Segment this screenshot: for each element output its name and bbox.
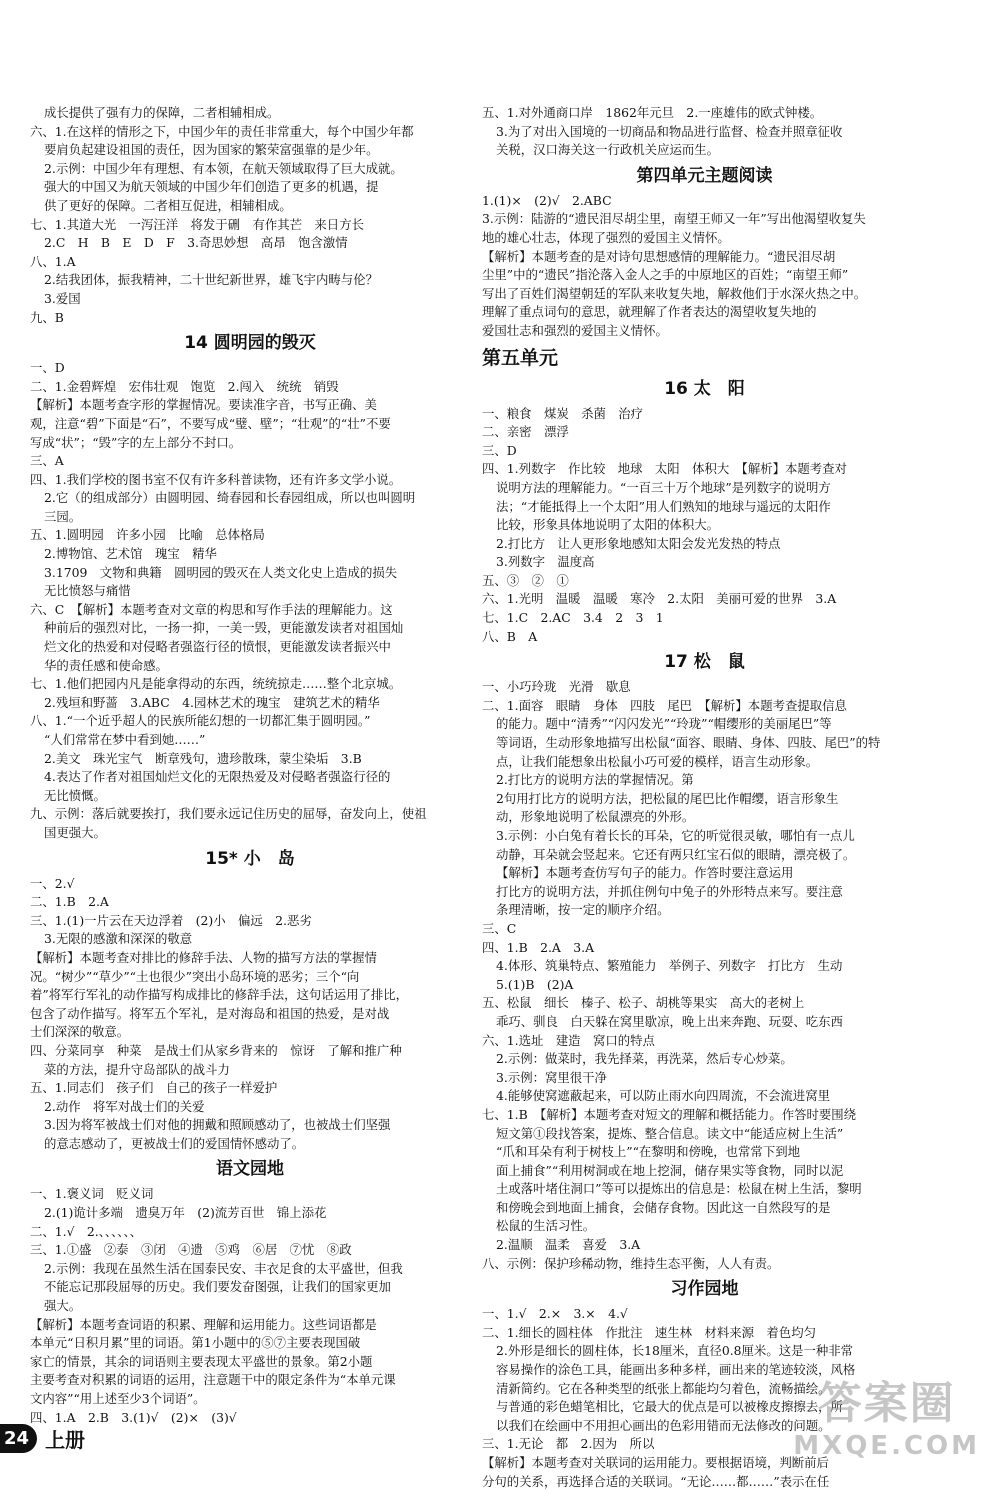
answer-line: 地的雄心壮志，体现了强烈的爱国主义情怀。 <box>482 229 730 245</box>
answer-line: 2.动作 将军对战士们的关爱 <box>44 1098 205 1114</box>
answer-line: 四、1.A 2.B 3.(1)√ (2)× (3)√ <box>30 1409 237 1425</box>
answer-line: 的能力。题中“清秀”“闪闪发光”“玲珑”“帽缨形的美丽尾巴”等 <box>496 716 832 732</box>
answer-line: 要肩负起建设祖国的责任，因为国家的繁荣富强靠的是少年。 <box>44 142 379 158</box>
answer-line: 九、B <box>30 309 64 325</box>
answer-line: 二、1.B 2.A <box>30 894 109 910</box>
answer-line: 2.(1)诡计多端 遗臭万年 (2)流芳百世 锦上添花 <box>44 1205 327 1221</box>
answer-line: 3.爱国 <box>44 290 81 306</box>
answer-line: 菜的方法，提升守岛部队的战斗力 <box>44 1061 230 1077</box>
answer-line: 五、1.圆明园 许多小园 比喻 总体格局 <box>30 527 265 543</box>
answer-line: 无比愤慨。 <box>44 787 106 803</box>
answer-line: 2.温顺 温柔 喜爱 3.A <box>496 1237 641 1253</box>
answer-line: 打比方的说明方法，并抓住例句中兔子的外形特点来写。要注意 <box>496 883 843 899</box>
answer-line: 【解析】本题考查的是对诗句思想感情的理解能力。“遗民泪尽胡 <box>482 248 836 264</box>
watermark-url: MXQE.COM <box>793 1431 980 1461</box>
answer-line: 4.表达了作者对祖国灿烂文化的无限热爱及对侵略者强盗行径的 <box>44 769 391 785</box>
watermark-logo <box>793 1367 980 1461</box>
answer-line: 无比愤怒与痛惜 <box>44 583 131 599</box>
answer-line: “人们常常在梦中看到她……” <box>44 732 206 747</box>
right-column <box>482 104 927 1491</box>
answer-line: 强大。 <box>44 1298 82 1314</box>
answer-line: 清新简约。它在各种类型的纸张上都能均匀着色，流畅描绘。 <box>496 1380 831 1396</box>
answer-line: 2.它（的组成部分）由圆明园、绮春园和长春园组成，所以也叫圆明 <box>44 490 416 506</box>
answer-line: 四、1.B 2.A 3.A <box>482 939 595 955</box>
answer-line: 七、1.B 【解析】本题考查对短文的理解和概括能力。作答时要围绕 <box>482 1106 857 1122</box>
answer-line: 本单元“日积月累”里的词语。第1小题中的⑤⑦主要表现国破 <box>30 1335 361 1351</box>
answer-line: 【解析】本题考查词语的积累、理解和运用能力。这些词语都是 <box>30 1316 377 1332</box>
unit-heading: 第五单元 <box>482 346 559 369</box>
answer-line: 一、1.√ 2.× 3.× 4.√ <box>482 1306 628 1322</box>
answer-line: 等词语，生动形象地描写出松鼠“面容、眼睛、身体、四肢、尾巴”的特 <box>496 735 881 751</box>
answer-line: 观，注意“碧”下面是“石”，不要写成“璧、壁”；“壮观”的“壮”不要 <box>30 415 391 431</box>
watermark-title: 答案圈 <box>817 1378 956 1429</box>
answer-line: 二、1.细长的圆柱体 作批注 速生林 材料来源 着色均匀 <box>482 1324 816 1340</box>
answer-line: 的意志感动了，更被战士们的爱国情怀感动了。 <box>44 1135 305 1151</box>
answer-line: 动，形象地说明了松鼠漂亮的外形。 <box>496 809 695 825</box>
answer-line: 二、1.面容 眼睛 身体 四肢 尾巴 【解析】本题考查提取信息 <box>482 697 847 713</box>
answer-line: 七、1.C 2.AC 3.4 2 3 1 <box>482 610 664 626</box>
section-heading: 16 太 阳 <box>664 378 745 399</box>
answer-line: 三、1.①盛 ②泰 ③闭 ④遗 ⑤鸡 ⑥居 ⑦忧 ⑧政 <box>30 1242 352 1258</box>
answer-line: 文内容”“用上述至少3个词语”。 <box>30 1391 206 1406</box>
answer-line: 八、1.A <box>30 253 76 269</box>
answer-line: 三、1.(1)一片云在天边浮着 (2)小 偏远 2.恶劣 <box>30 912 312 928</box>
answer-line: 2.示例：做菜时，我先择菜，再洗菜，然后专心炒菜。 <box>496 1051 793 1067</box>
answer-line: 比较，形象具体地说明了太阳的体积大。 <box>496 517 720 533</box>
answer-line: 华的责任感和使命感。 <box>44 657 168 673</box>
left-column <box>30 104 470 1427</box>
answer-line: 着”将军行军礼的动作描写构成排比的修辞手法，这句话运用了排比， <box>30 987 409 1003</box>
answer-line: 说明方法的理解能力。“一百三十万个地球”是列数字的说明方 <box>496 479 831 495</box>
answer-line: 三、1.无论 都 2.因为 所以 <box>482 1436 655 1452</box>
answer-line: 容易操作的涂色工具，能画出多种多样，画出来的笔迹较淡，风格 <box>496 1362 856 1378</box>
answer-line: 写成“状”；“毁”字的左上部分不封口。 <box>30 434 242 450</box>
answer-line: 主要考查对积累的词语的运用，注意题干中的限定条件为“本单元课 <box>30 1372 396 1388</box>
answer-line: 三、C <box>482 920 517 936</box>
answer-line: 五、1.对外通商口岸 1862年元旦 2.一座雄伟的欧式钟楼。 <box>482 105 823 120</box>
answer-line: 九、示例：落后就要挨打，我们要永远记住历史的屈辱，奋发向上，使祖 <box>30 806 427 822</box>
page-number: 24 <box>0 1424 37 1453</box>
answer-line: 2.博物馆、艺术馆 瑰宝 精华 <box>44 546 217 562</box>
answer-line: 八、1.“一个近乎超人的民族所能幻想的一切都汇集于圆明园。” <box>30 713 371 729</box>
answer-line: 5.(1)B (2)A <box>496 976 574 992</box>
answer-line: 三、A <box>30 453 64 469</box>
answer-line: 2.示例：中国少年有理想、有本领，在航天领域取得了巨大成就。 <box>44 160 403 176</box>
answer-line: 包含了动作描写。将军五个军礼，是对海岛和祖国的热爱，是对战 <box>30 1005 390 1021</box>
answer-line: 一、1.褒义词 贬义词 <box>30 1186 154 1202</box>
answer-line: 关税，汉口海关这一行政机关应运而生。 <box>496 142 720 158</box>
section-heading: 14 圆明园的毁灭 <box>184 333 316 354</box>
answer-line: 七、1.他们把园内凡是能拿得动的东西，统统掠走……整个北京城。 <box>30 676 402 692</box>
answer-line: 2.残垣和野蔷 3.ABC 4.园林艺术的瑰宝 建筑艺术的精华 <box>44 694 380 710</box>
volume-label: 上册 <box>45 1427 86 1452</box>
answer-line: 动静，耳朵就会竖起来。它还有两只红宝石似的眼睛，漂亮极了。 <box>496 846 856 862</box>
answer-line: 种前后的强烈对比，一扬一抑，一美一毁，更能激发读者对祖国灿 <box>44 620 404 636</box>
answer-line: 四、分菜同享 种菜 是战士们从家乡背来的 惊讶 了解和推广种 <box>30 1042 402 1058</box>
page-footer <box>0 1420 85 1456</box>
answer-line: 2.示例：我现在虽然生活在国泰民安、丰衣足食的太平盛世，但我 <box>44 1260 403 1276</box>
answer-line: 3.无限的感激和深深的敬意 <box>44 931 193 947</box>
answer-line: 二、亲密 漂浮 <box>482 424 569 440</box>
answer-line: 五、松鼠 细长 榛子、松子、胡桃等果实 高大的老树上 <box>482 995 805 1011</box>
answer-line: 【解析】本题考查字形的掌握情况。要读准字音，书写正确、美 <box>30 397 377 413</box>
section-heading: 15* 小 岛 <box>205 848 295 869</box>
answer-line: 四、1.列数字 作比较 地球 太阳 体积大 【解析】本题考查对 <box>482 461 847 477</box>
answer-line: 况。“树少”“草少”“土也很少”突出小岛环境的恶劣；三个“向 <box>30 968 360 984</box>
answer-line: 六、1.选址 建造 窝口的特点 <box>482 1032 655 1048</box>
answer-line: 六、1.在这样的情形之下，中国少年的责任非常重大，每个中国少年都 <box>30 123 414 139</box>
answer-line: 4.能够使窝遮蔽起来，可以防止雨水向四周流，不会流进窝里 <box>496 1088 830 1104</box>
answer-line: 与普通的彩色蜡笔相比，它最大的优点是可以被橡皮擦擦去，所 <box>496 1399 843 1415</box>
answer-line: 成长提供了强有力的保障，二者相辅相成。 <box>44 105 280 120</box>
answer-line: 面上捕食”“利用树洞或在地上挖洞，储存果实等食物，同时以泥 <box>496 1162 844 1178</box>
answer-line: 2.美文 珠光宝气 断章残句，遗珍散珠，蒙尘染垢 3.B <box>44 750 362 766</box>
answer-line: 2.外形是细长的圆柱体，长18厘米，直径0.8厘米。这是一种非常 <box>496 1343 854 1359</box>
answer-line: 一、2.√ <box>30 875 75 891</box>
answer-line: 法；“才能抵得上一个太阳”用人们熟知的地球与遥远的太阳作 <box>496 498 831 514</box>
section-heading: 习作园地 <box>670 1279 739 1300</box>
answer-line: 3.因为将军被战士们对他的拥戴和照顾感动了，也被战士们坚强 <box>44 1117 391 1133</box>
section-heading: 语文园地 <box>216 1159 284 1180</box>
answer-line: 3.列数字 温度高 <box>496 554 595 570</box>
answer-line: 松鼠的生活习性。 <box>496 1218 596 1234</box>
answer-line: 五、③ ② ① <box>482 572 569 588</box>
answer-line: 四、1.我们学校的图书室不仅有许多科普读物，还有许多文学小说。 <box>30 471 402 487</box>
answer-line: 国更强大。 <box>44 824 106 840</box>
answer-line: 3.示例：窝里很干净 <box>496 1069 607 1085</box>
answer-line: 二、1.金碧辉煌 宏伟壮观 饱览 2.闯入 统统 销毁 <box>30 378 339 394</box>
answer-line: 一、粮食 煤炭 杀菌 治疗 <box>482 405 644 421</box>
answer-line: 短文第①段找答案，提炼、整合信息。读文中“能适应树上生活” <box>496 1125 844 1141</box>
answer-line: 乖巧、驯良 白天躲在窝里歇凉，晚上出来奔跑、玩耍、吃东西 <box>496 1013 843 1029</box>
answer-line: 五、1.同志们 孩子们 自己的孩子一样爱护 <box>30 1080 278 1096</box>
answer-line: 【解析】本题考查对关联词的运用能力。要根据语境，判断前后 <box>482 1455 829 1470</box>
answer-line: “爪和耳朵有利于树枝上”“在黎明和傍晚，也常常下到地 <box>496 1144 800 1160</box>
answer-line: 【解析】本题考查对排比的修辞手法、人物的描写方法的掌握情 <box>30 949 377 965</box>
answer-line: 和傍晚会到地面上捕食，会储存食物。因此这一自然段写的是 <box>496 1199 831 1215</box>
answer-line: 六、C 【解析】本题考查对文章的构思和写作手法的理解能力。这 <box>30 601 393 617</box>
section-heading: 第四单元主题阅读 <box>636 165 773 186</box>
answer-line: 点，让我们能想象出松鼠小巧可爱的模样，语言生动形象。 <box>496 753 819 769</box>
answer-line: 3.示例：陆游的“遗民泪尽胡尘里，南望王师又一年”写出他渴望收复失 <box>482 211 866 227</box>
answer-line: 4.体形、筑巢特点、繁殖能力 举例子、列数字 打比方 生动 <box>496 958 843 974</box>
answer-line: 八、示例：保护珍稀动物，维持生态平衡，人人有责。 <box>482 1255 780 1271</box>
answer-line: 3.示例：小白兔有着长长的耳朵，它的听觉很灵敏，哪怕有一点儿 <box>496 828 855 843</box>
answer-line: 2.结我团体，振我精神，二十世纪新世界，雄飞宇内畴与伦？ <box>44 272 378 288</box>
answer-line: 以我们在绘画中不用担心画出的色彩用错而无法修改的问题。 <box>496 1417 831 1433</box>
answer-line: 强大的中国又为航天领域的中国少年们创造了更多的机遇，提 <box>44 179 379 195</box>
answer-line: 2.打比方 让人更形象地感知太阳会发光发热的特点 <box>496 535 781 551</box>
answer-line: 八、B A <box>482 628 538 644</box>
answer-line: 3.1709 文物和典籍 圆明园的毁灭在人类文化史上造成的损失 <box>44 564 398 580</box>
answer-line: 供了更好的保障。二者相互促进，相辅相成。 <box>44 197 292 213</box>
answer-line: 【解析】本题考查仿写句子的能力。作答时要注意运用 <box>496 865 794 881</box>
answer-line: 一、D <box>30 360 65 376</box>
answer-line: 条理清晰，按一定的顺序介绍。 <box>496 902 670 918</box>
answer-line: 3.为了对出入国境的一切商品和物品进行监督、检查并照章征收 <box>496 123 843 139</box>
answer-line: 2.C H B E D F 3.奇思妙想 高昂 饱含激情 <box>44 235 348 251</box>
answer-line: 士们深深的敬意。 <box>30 1024 130 1040</box>
answer-line: 一、小巧玲珑 光滑 歇息 <box>482 679 631 695</box>
answer-line: 不能忘记那段屈辱的历史。我们要发奋图强，让我们的国家更加 <box>44 1279 391 1295</box>
answer-line: 六、1.光明 温暖 温暖 寒冷 2.太阳 美丽可爱的世界 3.A <box>482 591 837 607</box>
answer-line: 爱国壮志和强烈的爱国主义情怀。 <box>482 322 668 338</box>
answer-line: 土或落叶堵住洞口”等可以提炼出的信息是：松鼠在树上生活，黎明 <box>496 1181 862 1197</box>
answer-line: 三、D <box>482 442 517 458</box>
answer-line: 理解了重点词句的意思，就理解了作者表达的渴望收复失地的 <box>482 304 817 320</box>
answer-line: 2句用打比方的说明方法，把松鼠的尾巴比作帽缨，语言形象生 <box>496 790 839 806</box>
answer-line: 七、1.其道大光 一泻汪洋 将发于硎 有作其芒 来日方长 <box>30 216 364 232</box>
answer-line: 烂文化的热爱和对侵略者强盗行径的愤恨，更能激发读者振兴中 <box>44 639 391 655</box>
answer-line: 三园。 <box>44 508 82 524</box>
answer-line: 尘里”中的“遗民”指沦落入金人之手的中原地区的百姓；“南望王师” <box>482 267 849 283</box>
answer-line: 家亡的情景，其余的词语则主要表现太平盛世的景象。第2小题 <box>30 1353 373 1369</box>
section-heading: 17 松 鼠 <box>664 652 745 673</box>
answer-line: 二、1.√ 2.、、、、、、 <box>30 1223 143 1239</box>
answer-line: 1.(1)× (2)√ 2.ABC <box>482 192 612 208</box>
answer-line: 写出了百姓们渴望朝廷的军队来收复失地，解救他们于水深火热之中。 <box>482 285 867 301</box>
answer-line: 分句的关系，再选择合适的关联词。“无论……都……”表示在任 <box>482 1473 830 1489</box>
answer-line: 2.打比方的说明方法的掌握情况。第 <box>496 772 694 788</box>
